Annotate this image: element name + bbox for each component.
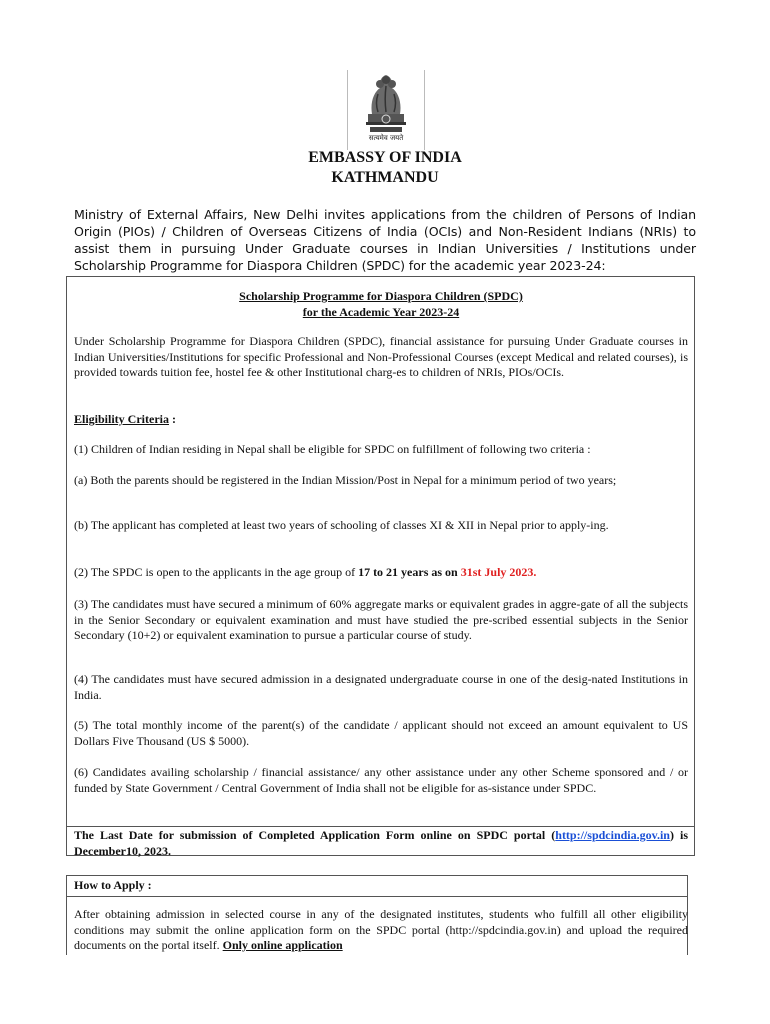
ashoka-lion-emblem-icon bbox=[358, 72, 414, 134]
intro-paragraph: Ministry of External Affairs, New Delhi invites applications from the children of Persons of Indian Origin (PIOs) / Children of Overseas Citizens of India (OCIs) and Non-Resident Indians (NRIs) to assist them in pursuing Under Graduate courses in Indian Universities / Institutions under Scholarship Programme for Diaspora Children (SPDC) for the academic year 2023-24: bbox=[74, 207, 696, 273]
criterion-4: (4) The candidates must have secured admission in a designated undergraduate course in one of the desig-nated Institutions in India. bbox=[74, 672, 688, 702]
national-emblem bbox=[347, 70, 425, 150]
last-date-notice bbox=[74, 828, 688, 859]
criterion-6: (6) Candidates availing scholarship / financial assistance/ any other assistance under any other Scheme sponsored and / or funded by State Government / Central Government of India shall not be eligible for as-sistance under SPDC. bbox=[74, 765, 688, 795]
spdc-portal-link[interactable]: http://spdcindia.gov.in bbox=[555, 828, 670, 842]
embassy-city: KATHMANDU bbox=[331, 169, 439, 186]
embassy-title: EMBASSY OF INDIA bbox=[308, 149, 462, 166]
eligibility-colon: : bbox=[169, 412, 176, 426]
how-to-apply-text bbox=[74, 907, 688, 954]
criterion-2-date: 31st July 2023. bbox=[460, 565, 537, 579]
online-only-note: Only online application bbox=[222, 938, 343, 953]
criterion-2-text: (2) The SPDC is open to the applicants in the age group of bbox=[74, 565, 359, 579]
how-to-apply-heading: How to Apply : bbox=[74, 878, 152, 892]
last-date-deadline: ) is December10, 2023. bbox=[74, 828, 688, 858]
criterion-5: (5) The total monthly income of the parent(s) of the candidate / applicant should not exceed an amount equivalent to US Dollars Five Thousand (US $ 5000). bbox=[74, 718, 688, 748]
eligibility-heading bbox=[74, 412, 688, 428]
last-date-text: The Last Date for submission of Completed Application Form online on SPDC portal ( bbox=[74, 828, 556, 842]
spdc-description: Under Scholarship Programme for Diaspora Children (SPDC), financial assistance for pursuing Under Graduate courses in Indian Universities/Institutions for specific Professional and Non-Professional Courses (except Medical and related courses), is provided towards tuition fee, hostel fee & other Institutional charg-es to children of NRIs, PIOs/OCIs. bbox=[74, 334, 688, 380]
box-title-line2: for the Academic Year 2023-24 bbox=[302, 305, 460, 319]
how-to-apply-body: After obtaining admission in selected course in any of the designated institutes, students who fulfill all other eligibility conditions may submit the online application form on the SPDC portal (http://spdcindia.gov.in) and upload the required documents on the portal itself. bbox=[74, 907, 688, 953]
criterion-1b: (b) The applicant has completed at least two years of schooling of classes XI & XII in Nepal prior to apply-ing. bbox=[74, 518, 609, 532]
criterion-2-age: 17 to 21 years as on bbox=[358, 565, 461, 579]
criterion-1a: (a) Both the parents should be registered in the Indian Mission/Post in Nepal for a minimum period of two years; bbox=[74, 473, 617, 487]
eligibility-label: Eligibility Criteria bbox=[74, 412, 169, 426]
how-to-apply-divider bbox=[66, 896, 688, 897]
criterion-1: (1) Children of Indian residing in Nepal shall be eligible for SPDC on fulfillment of following two criteria : bbox=[74, 442, 591, 456]
criterion-3: (3) The candidates must have secured a minimum of 60% aggregate marks or equivalent grades in aggre-gate of all the subjects in the Senior Secondary or equivalent examination and must have studied the pre-scribed essential subjects in the Senior Secondary (10+2) or equivalent examination to pursue a particular course of study. bbox=[74, 597, 688, 643]
box-title-line1: Scholarship Programme for Diaspora Children (SPDC) bbox=[239, 289, 523, 303]
emblem-motto: सत्यमेव जयते bbox=[368, 134, 404, 142]
criterion-2 bbox=[74, 565, 688, 581]
